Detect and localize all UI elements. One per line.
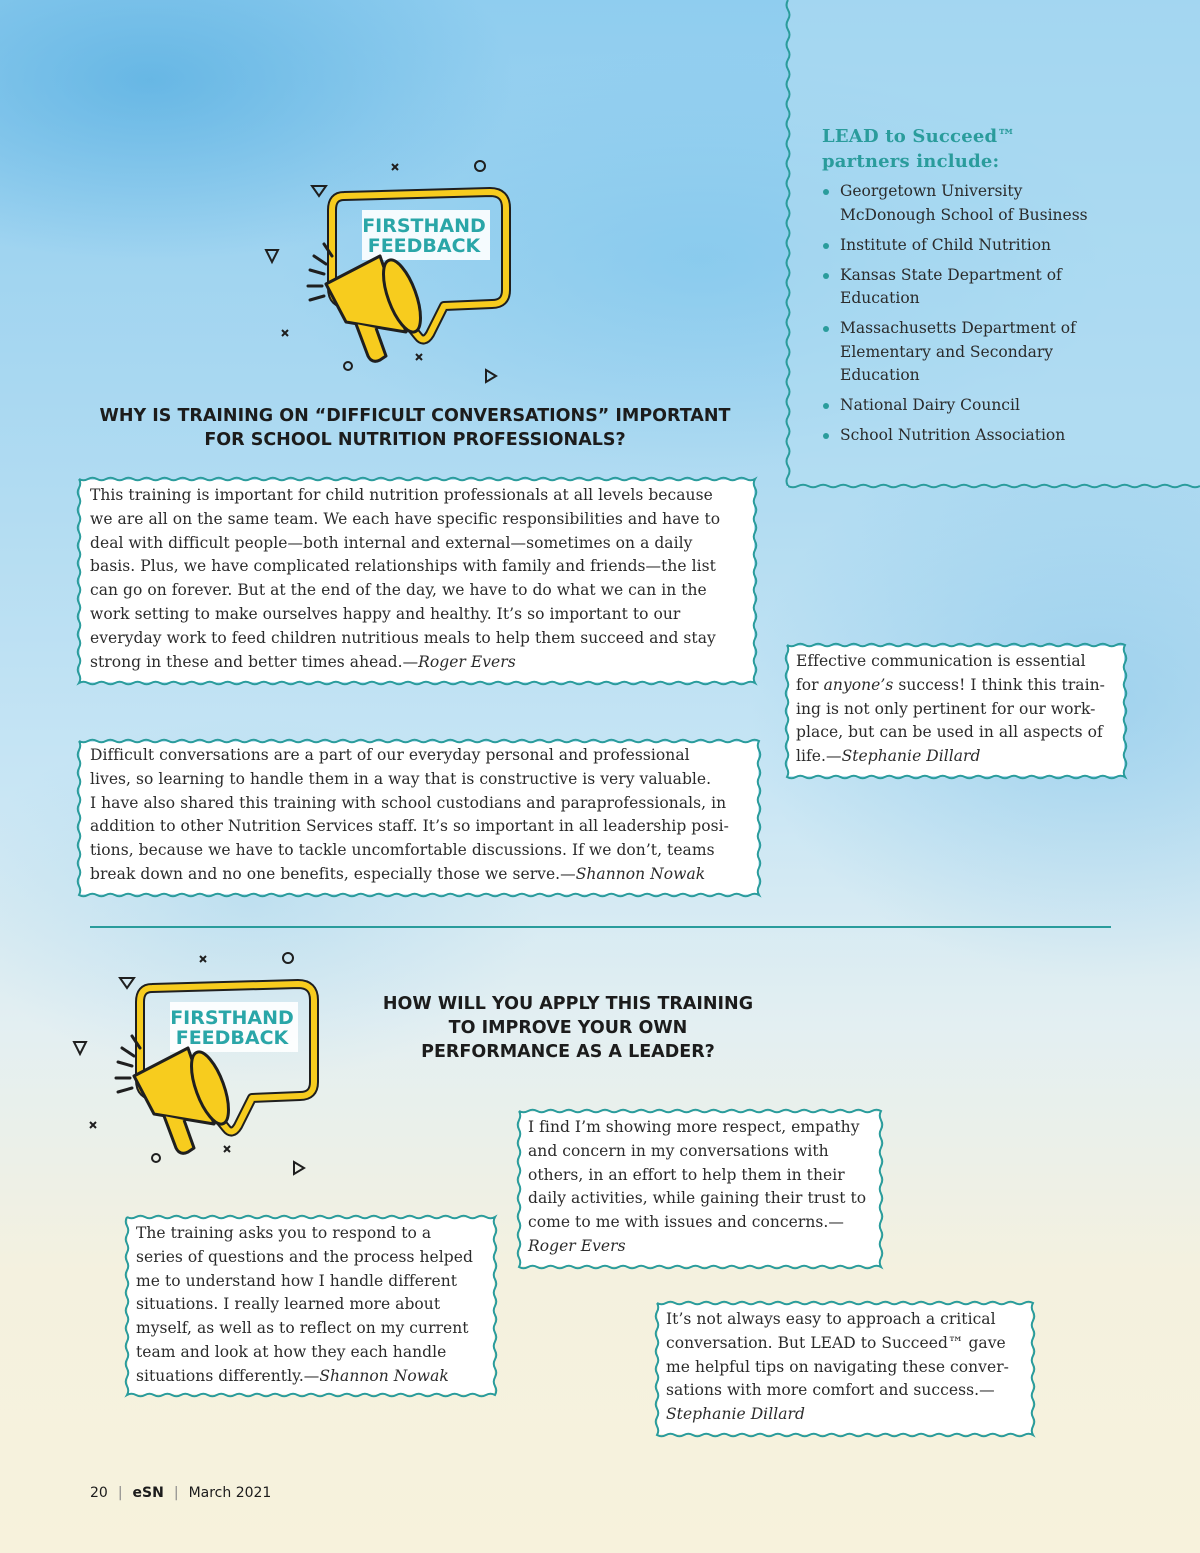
partners-title <box>822 124 1122 174</box>
partner-item: Institute of Child Nutrition <box>822 234 1112 258</box>
partners-title-line2: partners include: <box>822 151 1000 172</box>
partner-item: Massachusetts Department of Elementary and Secondary Education <box>822 317 1112 388</box>
quote-text <box>666 1308 1024 1427</box>
partners-title-line1: LEAD to Succeed™ <box>822 126 1016 147</box>
publication-name: eSN <box>132 1485 164 1501</box>
quote-text <box>90 484 744 674</box>
quote-line: team and look at how they each handle <box>136 1342 447 1361</box>
quote-line: work setting to make ourselves happy and healthy. It’s so important to our <box>90 604 681 623</box>
quote-line: ing is not only pertinent for our work- <box>796 699 1096 718</box>
quote-fragment: success! I think this train- <box>893 675 1105 694</box>
quote-line: we are all on the same team. We each have specific responsibilities and have to <box>90 509 721 528</box>
megaphone-icon <box>308 244 428 361</box>
quote-box-roger-evers-1 <box>80 480 754 682</box>
quote-text <box>796 650 1116 769</box>
badge-line2: FEEDBACK <box>367 235 481 257</box>
quote-line: Difficult conversations are a part of our everyday personal and professional <box>90 746 690 764</box>
footer-separator: | <box>117 1485 123 1501</box>
partner-item: School Nutrition Association <box>822 424 1112 448</box>
quote-line: others, in an effort to help them in their <box>528 1165 845 1184</box>
section-divider <box>90 926 1111 928</box>
quote-line: strong in these and better times ahead.— <box>90 652 419 671</box>
quote-line: I have also shared this training with school custodians and paraprofessionals, in <box>90 793 727 812</box>
section2-question-line: HOW WILL YOU APPLY THIS TRAINING <box>382 994 754 1014</box>
quote-author: Stephanie Dillard <box>666 1405 805 1424</box>
quote-text <box>136 1222 486 1389</box>
sidebar-wavy-border <box>781 0 795 486</box>
quote-line: conversation. But LEAD to Succeed™ gave <box>666 1333 1006 1352</box>
quote-author: Stephanie Dillard <box>841 747 981 766</box>
quote-line: sations with more comfort and success.— <box>666 1381 995 1400</box>
section1-question-line2: FOR SCHOOL NUTRITION PROFESSIONALS? <box>204 430 626 450</box>
quote-line: deal with difficult people—both internal and external—sometimes on a daily <box>90 533 693 552</box>
quote-line: situations differently.— <box>136 1366 320 1385</box>
quote-line: can go on forever. But at the end of the day, we have to do what we can in the <box>90 581 707 600</box>
quote-box-shannon-nowak-1 <box>80 742 758 894</box>
page-footer <box>90 1485 271 1501</box>
quote-line: lives, so learning to handle them in a way that is constructive is very valuable. <box>90 769 712 788</box>
quote-author: Shannon Nowak <box>575 864 706 883</box>
partners-list <box>822 180 1112 454</box>
partner-item: Kansas State Department of Education <box>822 264 1112 311</box>
quote-author: Roger Evers <box>418 652 516 671</box>
quote-line: Effective communication is essential <box>796 652 1086 670</box>
partner-item: Georgetown University McDonough School of Business <box>822 180 1112 227</box>
section2-question-line: PERFORMANCE AS A LEADER? <box>421 1042 715 1062</box>
quote-line: myself, as well as to reflect on my current <box>136 1319 469 1338</box>
quote-line: series of questions and the process helped <box>136 1247 473 1266</box>
quote-line: life.— <box>796 747 842 766</box>
badge-line2: FEEDBACK <box>175 1027 289 1049</box>
megaphone-icon <box>116 1036 236 1153</box>
quote-line: tions, because we have to tackle uncomfortable discussions. If we don’t, teams <box>90 841 715 860</box>
quote-box-stephanie-dillard-1 <box>788 646 1124 776</box>
quote-line: me to understand how I handle different <box>136 1271 458 1290</box>
section2-question-line: TO IMPROVE YOUR OWN <box>448 1018 688 1038</box>
sidebar-wavy-bottom-border <box>788 480 1200 492</box>
section1-question-line1: WHY IS TRAINING ON “DIFFICULT CONVERSATIONS” IMPORTANT <box>99 406 731 426</box>
quote-line: This training is important for child nutrition professionals at all levels because <box>90 486 713 504</box>
badge-line1: FIRSTHAND <box>170 1007 294 1029</box>
section1-question <box>80 404 750 452</box>
partner-item: National Dairy Council <box>822 394 1112 418</box>
quote-author: Roger Evers <box>528 1236 626 1255</box>
quote-line: I find I’m showing more respect, empathy <box>528 1118 860 1136</box>
quote-line: and concern in my conversations with <box>528 1141 829 1160</box>
quote-line: everyday work to feed children nutritious meals to help them succeed and stay <box>90 628 716 647</box>
quote-emphasis: anyone’s <box>823 675 894 694</box>
quote-line: me helpful tips on navigating these conver- <box>666 1357 1009 1376</box>
quote-line: situations. I really learned more about <box>136 1295 441 1314</box>
badge-line1: FIRSTHAND <box>362 215 486 237</box>
quote-text <box>528 1116 872 1259</box>
quote-line: The training asks you to respond to a <box>136 1224 432 1242</box>
quote-line: daily activities, while gaining their trust to <box>528 1189 867 1208</box>
quote-box-stephanie-dillard-2 <box>658 1304 1032 1434</box>
firsthand-feedback-badge <box>70 950 330 1180</box>
quote-line: place, but can be used in all aspects of <box>796 723 1103 742</box>
section2-question <box>366 992 770 1064</box>
firsthand-feedback-badge <box>262 158 522 388</box>
quote-text <box>90 744 748 887</box>
quote-box-shannon-nowak-2 <box>128 1218 494 1394</box>
footer-separator: | <box>173 1485 179 1501</box>
quote-box-roger-evers-2 <box>520 1112 880 1266</box>
quote-author: Shannon Nowak <box>319 1366 449 1385</box>
quote-line: basis. Plus, we have complicated relationships with family and friends—the list <box>90 557 716 576</box>
quote-line: break down and no one benefits, especially those we serve.— <box>90 864 576 883</box>
quote-line: addition to other Nutrition Services staff. It’s so important in all leadership posi- <box>90 817 729 836</box>
quote-line: It’s not always easy to approach a critical <box>666 1310 996 1328</box>
issue-date: March 2021 <box>188 1485 272 1501</box>
page-number: 20 <box>90 1485 108 1501</box>
quote-line: come to me with issues and concerns.— <box>528 1213 844 1232</box>
quote-fragment: for <box>796 675 824 694</box>
